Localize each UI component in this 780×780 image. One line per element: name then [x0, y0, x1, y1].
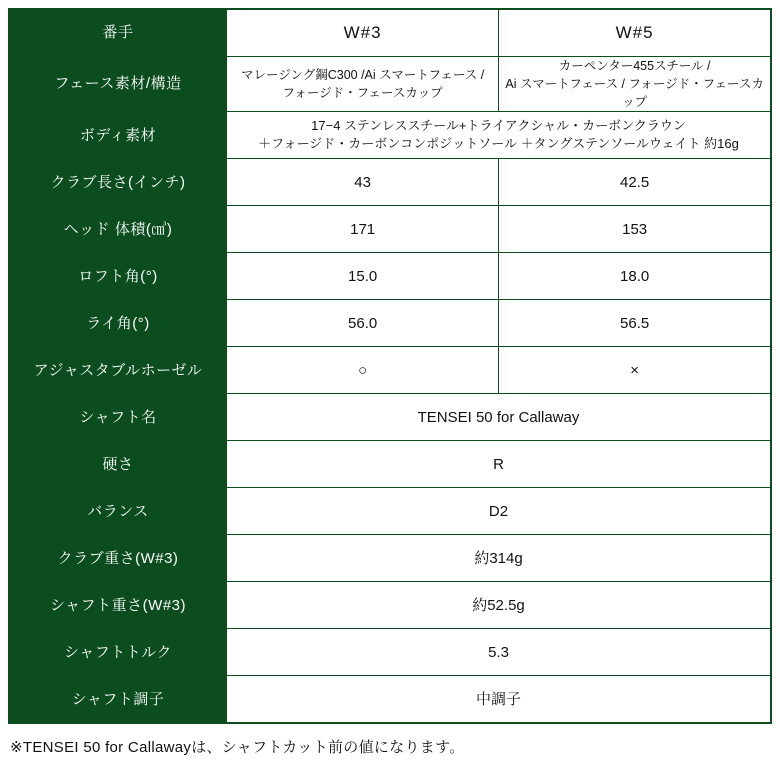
table-row [9, 488, 771, 535]
cell-lie-angle-w5: 56.5 [499, 300, 771, 347]
table-row [9, 347, 771, 394]
cell-body-material [227, 112, 772, 159]
row-label-text: ライ角(°) [86, 314, 150, 332]
row-label-club-length [9, 159, 227, 206]
cell-line: フォージド・フェースカップ [282, 86, 443, 101]
table-row [9, 57, 771, 112]
table-row [9, 206, 771, 253]
header-column-w3: W#3 [227, 9, 499, 57]
row-label-text: シャフトトルク [64, 643, 172, 661]
cell-loft-angle-w5: 18.0 [499, 253, 771, 300]
row-label-text: シャフト重さ(W#3) [49, 596, 187, 614]
cell-club-weight: 約314g [227, 535, 772, 582]
row-label-adjustable-hosel [9, 347, 227, 394]
row-label-text: ロフト角(°) [78, 267, 158, 285]
row-label-shaft-torque [9, 629, 227, 676]
cell-shaft-torque: 5.3 [227, 629, 772, 676]
cell-flex: R [227, 441, 772, 488]
cell-balance: D2 [227, 488, 772, 535]
row-label-loft-angle [9, 253, 227, 300]
table-row [9, 535, 771, 582]
cell-face-material-w3 [227, 57, 499, 112]
row-label-text: クラブ重さ(W#3) [57, 549, 179, 567]
table-header-row [9, 9, 771, 57]
cell-head-volume-w5: 153 [499, 206, 771, 253]
row-label-face-material [9, 57, 227, 112]
cell-head-volume-w3: 171 [227, 206, 499, 253]
header-label-cell [9, 9, 227, 57]
row-label-body-material [9, 112, 227, 159]
row-label-text: バランス [87, 502, 149, 520]
row-label-text: クラブ長さ(インチ) [50, 173, 186, 191]
cell-adjustable-hosel-w3: ○ [227, 347, 499, 394]
table-row [9, 112, 771, 159]
cell-club-length-w3: 43 [227, 159, 499, 206]
table-row [9, 441, 771, 488]
cell-lie-angle-w3: 56.0 [227, 300, 499, 347]
table-row [9, 582, 771, 629]
cell-loft-angle-w3: 15.0 [227, 253, 499, 300]
cell-face-material-w5 [499, 57, 771, 112]
row-label-shaft-kick-point [9, 676, 227, 724]
row-label-text: アジャスタブルホーゼル [33, 361, 203, 379]
table-row [9, 676, 771, 724]
row-label-lie-angle [9, 300, 227, 347]
table-body [9, 9, 771, 723]
row-label-text: ボディ素材 [79, 126, 157, 144]
footnote: ※TENSEI 50 for Callawayは、シャフトカット前の値になります。 [10, 739, 465, 757]
row-label-head-volume [9, 206, 227, 253]
row-label-shaft-weight [9, 582, 227, 629]
cell-line: 17−4 ステンレススチール+トライアクシャル・カーボンクラウン [311, 117, 686, 133]
row-label-text: 硬さ [102, 455, 134, 473]
row-label-text: フェース素材/構造 [54, 75, 182, 93]
cell-shaft-kick-point: 中調子 [227, 676, 772, 724]
cell-line: Ai スマートフェース / フォージド・フェースカップ [505, 77, 764, 110]
row-label-flex [9, 441, 227, 488]
cell-line: マレージング鋼C300 /Ai スマートフェース / [241, 68, 485, 83]
row-label-shaft-name [9, 394, 227, 441]
table-row [9, 629, 771, 676]
row-label-text: シャフト調子 [71, 690, 165, 708]
cell-shaft-name: TENSEI 50 for Callaway [227, 394, 772, 441]
row-label-balance [9, 488, 227, 535]
table-row [9, 253, 771, 300]
specification-table [8, 8, 772, 724]
table-row [9, 159, 771, 206]
row-label-text: シャフト名 [79, 408, 157, 426]
table-row [9, 394, 771, 441]
row-label-club-weight [9, 535, 227, 582]
cell-line: カーペンター455スチール / [558, 59, 711, 73]
cell-line: ＋フォージド・カーボンコンポジットソール ＋タングステンソールウェイト 約16g [258, 136, 739, 152]
cell-shaft-weight: 約52.5g [227, 582, 772, 629]
header-label: 番手 [102, 24, 134, 42]
cell-club-length-w5: 42.5 [499, 159, 771, 206]
table-row [9, 300, 771, 347]
row-label-text: ヘッド 体積(㎤) [63, 220, 173, 238]
cell-adjustable-hosel-w5: × [499, 347, 771, 394]
header-column-w5: W#5 [499, 9, 771, 57]
